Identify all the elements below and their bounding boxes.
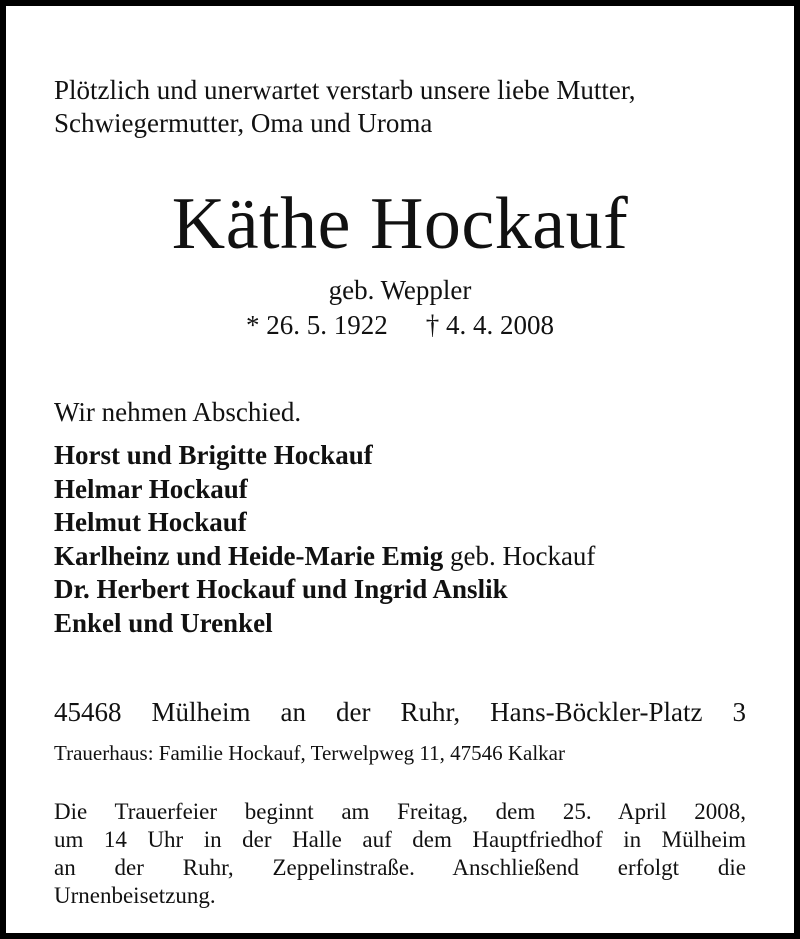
death-date: † 4. 4. 2008 <box>425 310 554 340</box>
ceremony-line-2: um 14 Uhr in der Halle auf dem Hauptfriedhof in Mülheim <box>54 827 746 852</box>
life-dates <box>6 309 794 341</box>
mourner-entry <box>54 473 746 507</box>
mourner-suffix: geb. Hockauf <box>443 540 596 571</box>
mourner-name: Enkel und Urenkel <box>54 607 273 638</box>
mourner-entry <box>54 540 746 574</box>
ceremony-line-3: an der Ruhr, Zeppelinstraße. Anschließend erfolgt die <box>54 855 746 880</box>
ceremony-info <box>54 798 746 910</box>
mourner-entry <box>54 506 746 540</box>
intro-line-1: Plötzlich und unerwartet verstarb unsere liebe Mutter, <box>54 75 636 105</box>
intro-text <box>54 74 746 140</box>
deceased-name: Käthe Hockauf <box>171 183 629 265</box>
intro-line-2: Schwiegermutter, Oma und Uroma <box>54 108 433 138</box>
mourner-entry <box>54 439 746 473</box>
farewell-line: Wir nehmen Abschied. <box>54 397 302 427</box>
mourner-name: Helmar Hockauf <box>54 473 248 504</box>
ceremony-line-1: Die Trauerfeier beginnt am Freitag, dem 25. April 2008, <box>54 799 746 824</box>
birth-date: * 26. 5. 1922 <box>246 310 388 340</box>
maiden-name: geb. Weppler <box>328 275 472 305</box>
mourner-name: Dr. Herbert Hockauf und Ingrid Anslik <box>54 574 508 604</box>
ceremony-line-4: Urnenbeisetzung. <box>54 883 216 908</box>
mourner-entry <box>54 607 746 641</box>
mourner-name: Horst und Brigitte Hockauf <box>54 440 373 470</box>
mourner-entry <box>54 573 746 607</box>
trauerhaus-line: Trauerhaus: Familie Hockauf, Terwelpweg 11, 47546 Kalkar <box>54 741 565 765</box>
mourners-list <box>54 439 746 640</box>
mourner-name: Helmut Hockauf <box>54 507 247 537</box>
mourner-name: Karlheinz und Heide-Marie Emig <box>54 540 444 571</box>
address-line: 45468 Mülheim an der Ruhr, Hans-Böckler-Platz 3 <box>54 697 746 727</box>
